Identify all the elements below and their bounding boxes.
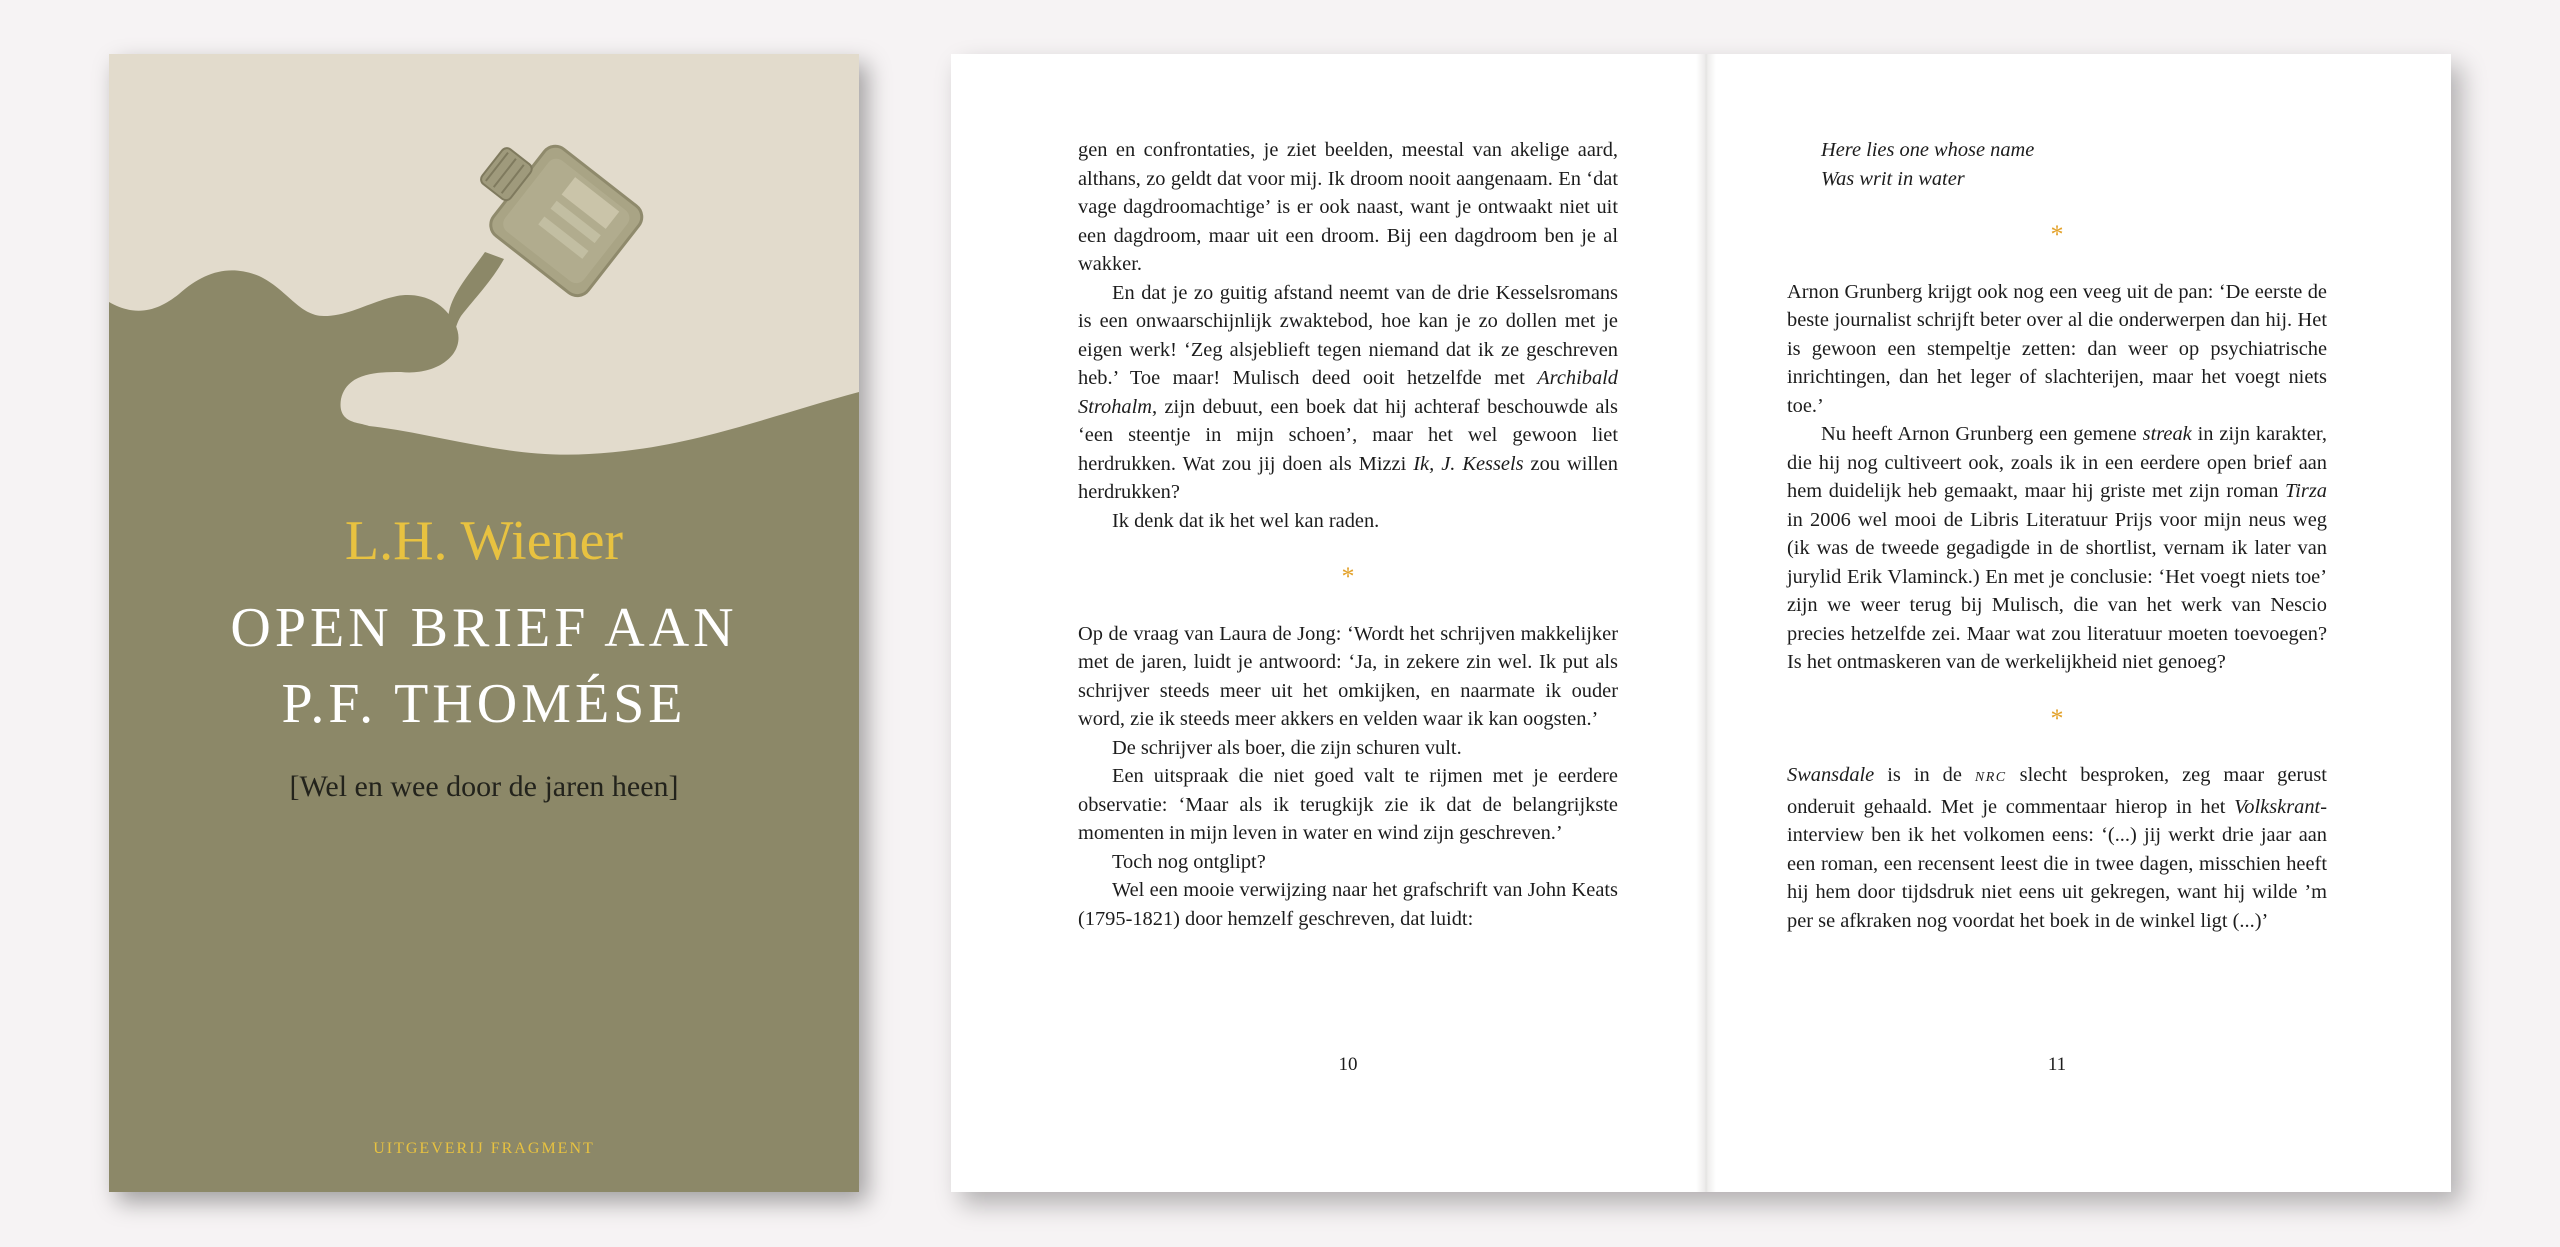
cover-subtitle: [Wel en wee door de jaren heen] <box>289 770 679 803</box>
paragraph-text: in zijn karakter, die hij nog cultiveert ook, zoals ik in een eerdere open brief aan hem duidelijk heb gemaakt, maar hij griste met zijn roman <box>1787 423 2327 502</box>
italic-title: streak <box>2142 423 2192 445</box>
spread-gutter <box>1696 54 1716 1192</box>
paragraph-text: Nu heeft Arnon Grunberg een gemene <box>1821 423 2143 445</box>
paragraph-text: is in de <box>1874 764 1975 786</box>
body-paragraph <box>1787 420 2327 677</box>
book-spread <box>951 54 2451 1192</box>
italic-title: Ik, J. Kessels <box>1413 452 1524 475</box>
body-paragraph: De schrijver als boer, die zijn schuren vult. <box>1112 736 1462 759</box>
body-paragraph: Wel een mooie verwijzing naar het grafschrift van John Keats (1795-1821) door hemzelf geschreven, dat luidt: <box>1078 879 1618 930</box>
italic-title: Swansdale <box>1787 764 1875 786</box>
body-paragraph <box>1078 279 1618 507</box>
body-paragraph: gen en confrontaties, je ziet beelden, meestal van akelige aard, althans, zo geldt dat voor mij. Ik droom nooit aangenaam. En ‘dat vage dagdroomachtige’ is er ook naast, want je ontwaakt niet uit een dagdroom, maar uit een droom. Bij een dagdroom ben je al wakker. <box>1078 139 1618 275</box>
page-number-right: 11 <box>2047 1054 2067 1075</box>
paragraph-text: , zijn debuut, een boek dat hij achteraf beschouwde als ‘een steentje in mijn schoen’, maar het wel gewoon liet herdrukken. Wat zou jij doen als Mizzi <box>1078 395 1618 475</box>
paragraph-text: zou willen herdrukken? <box>1078 452 1618 503</box>
paragraph-text: -interview ben ik het volkomen eens: ‘(...) jij werkt drie jaar aan een roman, een recensent leest die in twee dagen, misschien heeft hij hem door tijdsdruk niet eens uit gekregen, want hij wilde ’m per se afkraken nog voordat het boek in de winkel ligt (...)’ <box>1787 795 2327 932</box>
section-divider-star: * <box>2050 703 2064 733</box>
section-divider-star: * <box>1341 562 1355 591</box>
left-page-text <box>1078 136 1618 933</box>
epitaph-line: Here lies one whose name <box>1821 139 2035 161</box>
cover-publisher: UITGEVERIJ FRAGMENT <box>373 1140 595 1157</box>
cover-title-line-1: OPEN BRIEF AAN <box>230 597 738 659</box>
book-cover <box>109 54 859 1192</box>
cover-title <box>109 590 859 742</box>
body-paragraph <box>1787 761 2327 935</box>
cover-author: L.H. Wiener <box>344 510 624 572</box>
body-paragraph: Op de vraag van Laura de Jong: ‘Wordt het schrijven makkelijker met de jaren, luidt je antwoord: ‘Ja, in zekere zin wel. Ik put als schrijver steeds meer uit het omkijken, en naarmate ik ouder word, zie ik steeds meer akkers en velden waar ik kan oogsten.’ <box>1078 622 1618 730</box>
body-paragraph: Een uitspraak die niet goed valt te rijmen met je eerdere observatie: ‘Maar als ik terugkijk zie ik dat de belangrijkste momenten in mijn leven in water en wind zijn geschreven.’ <box>1078 765 1618 844</box>
body-paragraph: Toch nog ontglipt? <box>1112 850 1266 873</box>
body-paragraph: Arnon Grunberg krijgt ook nog een veeg uit de pan: ‘De eerste de beste journalist schrijft beter over al die onderwerpen dan hij. Het is gewoon een stempeltje zetten: dan weer op psychiatrische inrichtingen, dan het leger of slachterijen, maar het voegt niets toe.’ <box>1787 280 2327 417</box>
paragraph-text: in 2006 wel mooi de Libris Literatuur Prijs voor mijn neus weg (ik was de tweede gegadigde in de shortlist, vernam ik later van jurylid Erik Vlaminck.) En met je conclusie: ‘Het voegt niets toe’ zijn we weer terug bij Mulisch, die van het werk van Nescio precies hetzelfde zei. Maar wat zou literatuur moeten toevoegen? Is het ontmaskeren van de werkelijkheid niet genoeg? <box>1787 508 2327 673</box>
body-paragraph: Ik denk dat ik het wel kan raden. <box>1112 509 1380 532</box>
italic-title: Tirza <box>2285 480 2327 502</box>
italic-title: Volkskrant <box>2234 795 2321 818</box>
paragraph-text: slecht besproken, zeg maar gerust onderuit gehaald. Met je commentaar hierop in het <box>1787 764 2327 818</box>
italic-title: Archibald Strohalm <box>1078 367 1618 418</box>
paragraph-text: En dat je zo guitig afstand neemt van de drie Kesselsromans is een onwaarschijnlijk zwaktebod, hoe kan je zo dollen met je eigen werk! ‘Zeg alsjeblieft tegen niemand dat ik ze geschreven heb.’ Toe maar! Mulisch deed ooit hetzelfde met <box>1078 281 1618 389</box>
epitaph-line: Was writ in water <box>1821 167 1965 190</box>
cover-title-line-2: P.F. THOMÉSE <box>281 673 687 735</box>
page-number-left: 10 <box>1338 1054 1358 1075</box>
section-divider-star: * <box>2050 220 2064 249</box>
epitaph-quote <box>1787 136 2327 193</box>
small-caps-text: NRC <box>1974 770 2007 785</box>
right-page-text <box>1787 136 2327 935</box>
